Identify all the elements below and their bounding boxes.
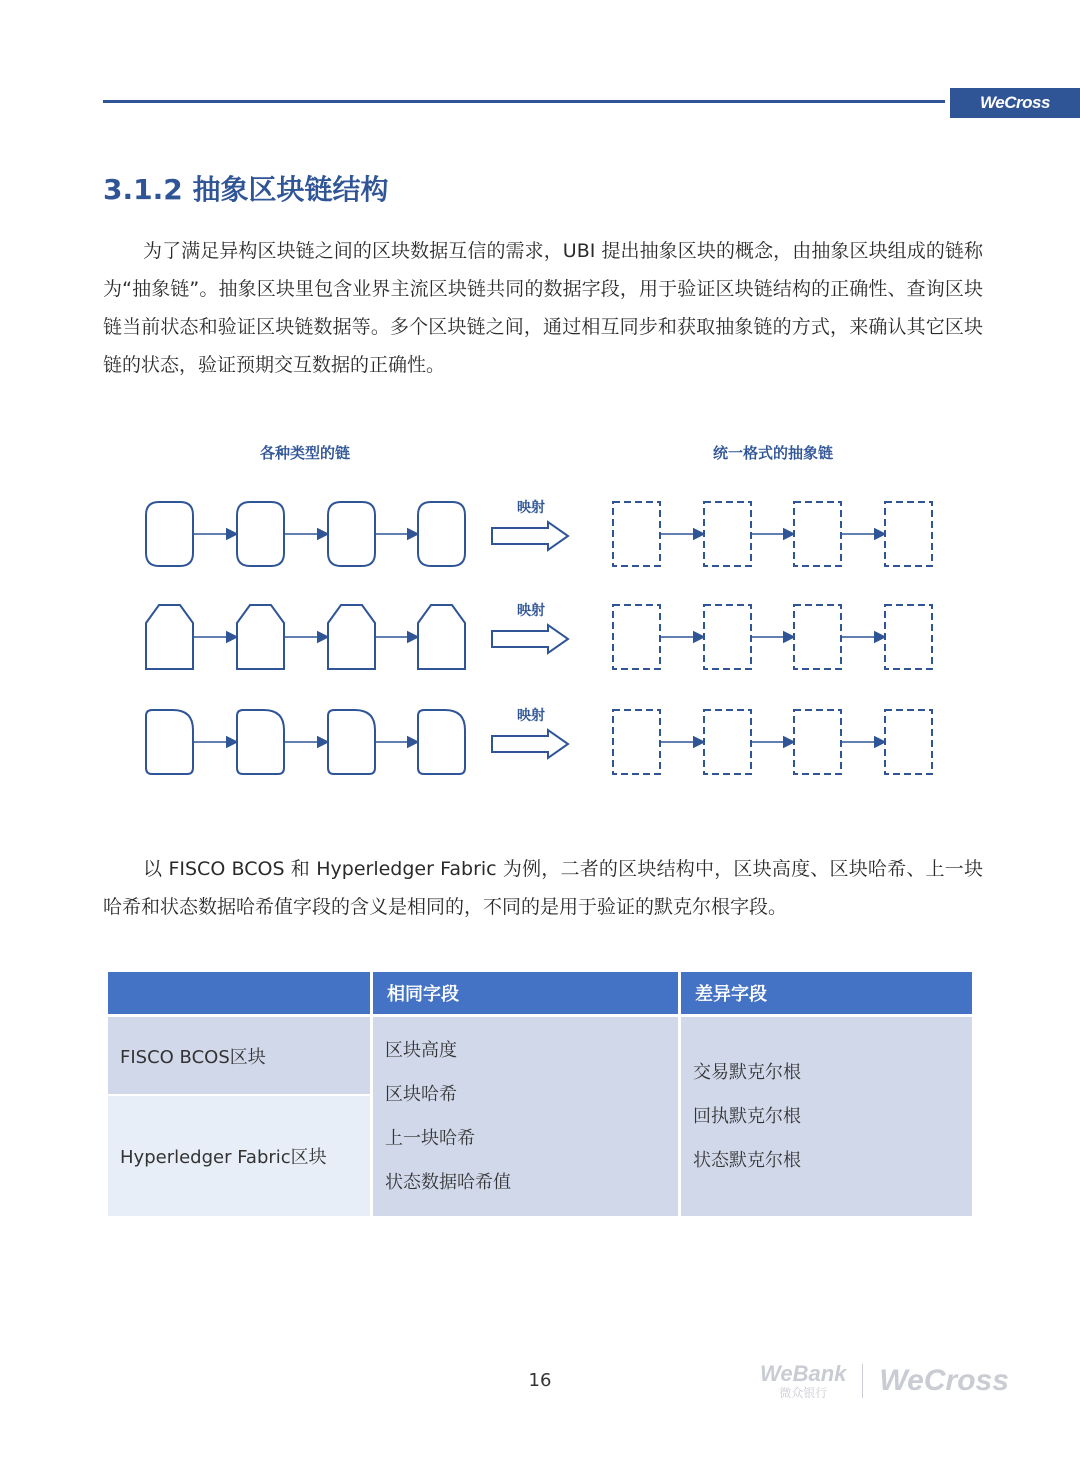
wecross-logo: WeCross — [950, 88, 1080, 118]
source-chain-block — [418, 605, 465, 669]
abstract-chain-block — [704, 605, 751, 669]
mapping-arrow-icon — [492, 522, 568, 550]
logo-divider — [862, 1364, 863, 1398]
source-chain-block — [237, 605, 284, 669]
diagram-right-title: 统一格式的抽象链 — [712, 444, 834, 462]
abstract-chain-block — [794, 605, 841, 669]
comparison-paragraph: 以 FISCO BCOS 和 Hyperledger Fabric 为例，二者的区块结构中，区块高度、区块哈希、上一块哈希和状态数据哈希值字段的含义是相同的，不同的是用于验证的默克尔根字段。 — [103, 858, 983, 918]
source-chain-block — [237, 502, 284, 566]
table-header-diff-fields: 差异字段 — [681, 972, 972, 1014]
abstract-chain-block — [704, 710, 751, 774]
same-field-item: 区块高度 — [385, 1039, 457, 1061]
diff-field-item: 交易默克尔根 — [693, 1061, 801, 1083]
webank-logo — [760, 1362, 846, 1400]
intro-paragraph: 为了满足异构区块链之间的区块数据互信的需求，UBI 提出抽象区块的概念，由抽象区块组成的链称为“抽象链”。抽象区块里包含业界主流区块链共同的数据字段，用于验证区块链结构的正确性、查询区块链当前状态和验证区块链数据等。多个区块链之间，通过相互同步和获取抽象链的方式，来确认其它区块链的状态，验证预期交互数据的正确性。 — [103, 240, 983, 376]
source-chain-block — [328, 710, 375, 774]
source-chain-block — [418, 710, 465, 774]
same-field-item: 区块哈希 — [385, 1083, 457, 1105]
abstract-chain-block — [704, 502, 751, 566]
webank-logo-cn: 微众银行 — [779, 1386, 828, 1400]
table-header-same-fields: 相同字段 — [373, 972, 678, 1014]
abstract-chain-block — [885, 605, 932, 669]
diff-field-item: 回执默克尔根 — [693, 1105, 801, 1127]
table-header-empty — [108, 972, 370, 1014]
section-title: 3.1.2 抽象区块链结构 — [103, 173, 389, 206]
footer-logos — [760, 1362, 1009, 1400]
mapping-label: 映射 — [517, 500, 545, 516]
abstract-chain-block — [794, 710, 841, 774]
abstract-chain-block — [885, 502, 932, 566]
diff-fields-cell — [681, 1017, 972, 1216]
source-chain-block — [146, 605, 193, 669]
source-chain-block — [328, 605, 375, 669]
mapping-arrow-icon — [492, 730, 568, 758]
diagram-left-title: 各种类型的链 — [259, 444, 351, 462]
same-field-item: 上一块哈希 — [385, 1127, 475, 1149]
wecross-footer-logo: WeCross — [879, 1364, 1009, 1397]
same-field-item: 状态数据哈希值 — [385, 1171, 511, 1193]
source-chain-block — [328, 502, 375, 566]
abstract-chain-block — [613, 605, 660, 669]
same-fields-cell — [373, 1017, 678, 1216]
webank-logo-text: WeBank — [760, 1361, 847, 1386]
mapping-label: 映射 — [517, 603, 545, 619]
page-number: 16 — [528, 1370, 552, 1391]
abstract-chain-block — [613, 502, 660, 566]
abstract-chain-block — [794, 502, 841, 566]
row-label-fabric: Hyperledger Fabric区块 — [108, 1096, 370, 1216]
source-chain-block — [418, 502, 465, 566]
abstract-chain-block — [885, 710, 932, 774]
diff-field-item: 状态默克尔根 — [693, 1149, 801, 1171]
abstract-chain-block — [613, 710, 660, 774]
source-chain-block — [237, 710, 284, 774]
field-comparison-table — [108, 972, 972, 1216]
row-label-fisco: FISCO BCOS区块 — [108, 1017, 370, 1094]
mapping-label: 映射 — [517, 708, 545, 724]
source-chain-block — [146, 710, 193, 774]
source-chain-block — [146, 502, 193, 566]
mapping-arrow-icon — [492, 625, 568, 653]
